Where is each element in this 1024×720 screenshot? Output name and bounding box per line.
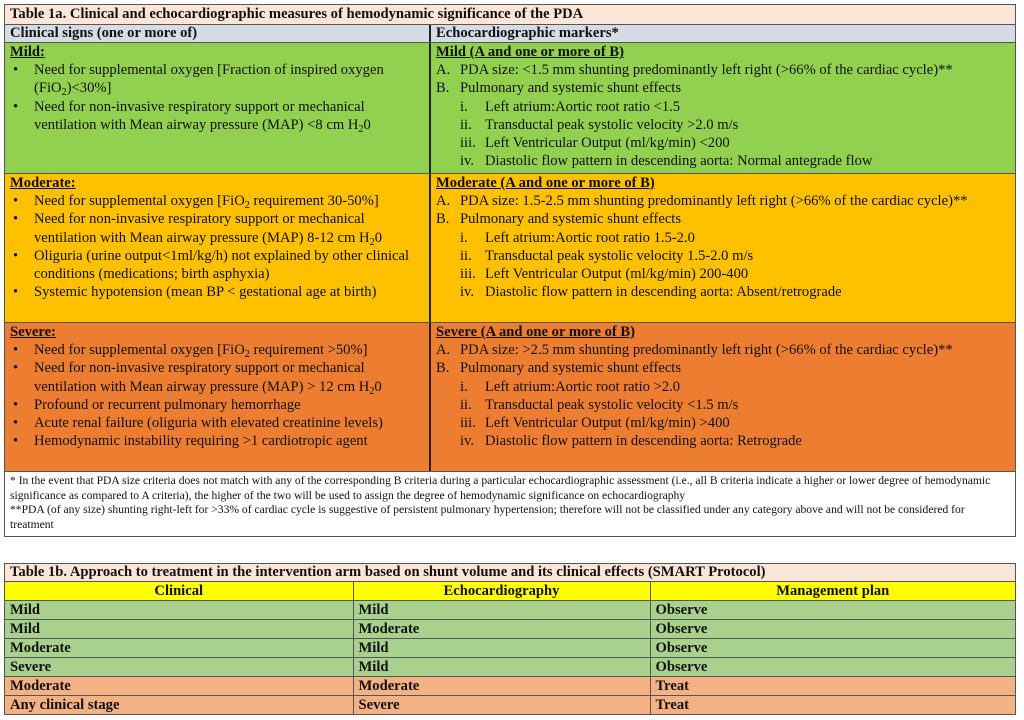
criterion-a bbox=[436, 61, 1010, 79]
table-1a-title: Table 1a. Clinical and echocardiographic measures of hemodynamic significance of the PDA bbox=[5, 5, 1015, 25]
criterion-b-item-number: iii. bbox=[460, 415, 476, 432]
severity-heading: Severe: bbox=[10, 324, 56, 340]
clinical-sign-text: Acute renal failure (oliguria with elevated creatinine levels) bbox=[34, 415, 383, 432]
clinical-sign-item bbox=[10, 359, 424, 395]
clinical-sign-item bbox=[10, 61, 424, 97]
clinical-cell: Moderate bbox=[5, 677, 353, 696]
criterion-b-item bbox=[436, 134, 1010, 152]
clinical-sign-item bbox=[10, 98, 424, 134]
clinical-cell: Moderate bbox=[5, 639, 353, 658]
criterion-b-item-number: i. bbox=[460, 229, 468, 246]
management-plan-cell: Observe bbox=[650, 658, 1015, 677]
column-header-echocardiography: Echocardiography bbox=[353, 582, 650, 601]
severity-row-mild bbox=[5, 43, 1015, 174]
criterion-b-item bbox=[436, 396, 1010, 414]
clinical-sign-list bbox=[10, 61, 424, 134]
echocardiography-cell: Moderate bbox=[353, 677, 650, 696]
echo-cell bbox=[431, 323, 1015, 471]
management-plan-cell: Treat bbox=[650, 677, 1015, 696]
clinical-sign-subscript: 2 bbox=[61, 87, 67, 99]
footnote-1: * In the event that PDA size criteria does not match with any of the corresponding B criteria during a particular echocardiographic assessment (i.e., all B criteria indicate a higher or lower degree of hemodynamic significance as compared to A criteria), the higher of the two will be used to assign the degree of hemodynamic significance on echocardiography bbox=[10, 474, 991, 502]
criterion-a-label: A. bbox=[436, 342, 451, 359]
criterion-a-text: PDA size: 1.5-2.5 mm shunting predominantly left right (>66% of the cardiac cycle)** bbox=[460, 193, 968, 210]
clinical-sign-text: Need for non-invasive respiratory support or mechanical ventilation with Mean airway pressure (MAP) <8 cm H bbox=[34, 98, 365, 133]
criterion-b-item bbox=[436, 378, 1010, 396]
criterion-b-item-number: i. bbox=[460, 98, 468, 115]
criterion-b-item-text: Transductal peak systolic velocity <1.5 m/s bbox=[485, 396, 739, 413]
clinical-sign-subscript: 2 bbox=[358, 123, 364, 135]
echo-markers-header: Echocardiographic markers* bbox=[431, 25, 1015, 42]
column-header-management-plan: Management plan bbox=[650, 582, 1015, 601]
clinical-sign-list bbox=[10, 192, 424, 301]
criterion-a-label: A. bbox=[436, 193, 451, 210]
echo-severity-heading: Moderate (A and one or more of B) bbox=[436, 175, 655, 191]
echo-cell bbox=[431, 174, 1015, 322]
echocardiography-cell: Mild bbox=[353, 639, 650, 658]
clinical-sign-text-end: 0 bbox=[363, 116, 371, 133]
clinical-sign-text-end: requirement >50%] bbox=[249, 342, 368, 359]
table-row bbox=[5, 658, 1015, 677]
criterion-a-text: PDA size: <1.5 mm shunting predominantly left right (>66% of the cardiac cycle)** bbox=[460, 62, 953, 79]
table-1a-footnotes bbox=[5, 472, 1015, 536]
criterion-a-text: PDA size: >2.5 mm shunting predominantly left right (>66% of the cardiac cycle)** bbox=[460, 342, 953, 359]
clinical-sign-list bbox=[10, 341, 424, 450]
criterion-b-item-text: Left Ventricular Output (ml/kg/min) <200 bbox=[485, 135, 730, 152]
criterion-b-item-text: Diastolic flow pattern in descending aorta: Normal antegrade flow bbox=[485, 153, 873, 170]
clinical-cell bbox=[5, 43, 431, 173]
criterion-a bbox=[436, 341, 1010, 359]
clinical-sign-subscript: 2 bbox=[244, 200, 250, 212]
criterion-b-item-text: Diastolic flow pattern in descending aorta: Absent/retrograde bbox=[485, 284, 842, 301]
criterion-b-item bbox=[436, 247, 1010, 265]
echo-severity-heading: Mild (A and one or more of B) bbox=[436, 44, 624, 60]
clinical-sign-item bbox=[10, 341, 424, 359]
criterion-b-item-number: iii. bbox=[460, 135, 476, 152]
clinical-sign-text: Need for supplemental oxygen [FiO bbox=[34, 193, 245, 210]
criterion-b-text: Pulmonary and systemic shunt effects bbox=[460, 360, 682, 377]
echocardiography-cell: Mild bbox=[353, 658, 650, 677]
criterion-b-item bbox=[436, 283, 1010, 301]
clinical-sign-text-end: )<30%] bbox=[66, 80, 112, 97]
table-row bbox=[5, 639, 1015, 658]
clinical-sign-subscript: 2 bbox=[369, 236, 375, 248]
criterion-b-item-text: Transductal peak systolic velocity 1.5-2.0 m/s bbox=[485, 247, 754, 264]
clinical-sign-subscript: 2 bbox=[244, 349, 250, 361]
clinical-cell: Mild bbox=[5, 620, 353, 639]
criterion-b-item-text: Left atrium:Aortic root ratio <1.5 bbox=[485, 98, 681, 115]
criterion-a-label: A. bbox=[436, 62, 451, 79]
severity-heading: Mild: bbox=[10, 44, 45, 60]
clinical-sign-text: Need for supplemental oxygen [Fraction of inspired oxygen (FiO bbox=[34, 62, 384, 97]
clinical-sign-text: Need for non-invasive respiratory support or mechanical ventilation with Mean airway pressure (MAP) > 12 cm H bbox=[34, 360, 370, 395]
criterion-b-item bbox=[436, 265, 1010, 283]
criterion-b-item bbox=[436, 98, 1010, 116]
criterion-b-item-text: Left atrium:Aortic root ratio 1.5-2.0 bbox=[485, 229, 695, 246]
criterion-b-label: B. bbox=[436, 211, 450, 228]
clinical-sign-item bbox=[10, 283, 424, 301]
echo-severity-heading: Severe (A and one or more of B) bbox=[436, 324, 636, 340]
criterion-b-item bbox=[436, 414, 1010, 432]
clinical-cell bbox=[5, 174, 431, 322]
criterion-b-item-number: iv. bbox=[460, 433, 475, 450]
clinical-sign-text: Need for supplemental oxygen [FiO bbox=[34, 342, 245, 359]
criterion-a bbox=[436, 192, 1010, 210]
criterion-b-item bbox=[436, 116, 1010, 134]
treatment-table bbox=[5, 582, 1015, 714]
criterion-b-text: Pulmonary and systemic shunt effects bbox=[460, 80, 682, 97]
criterion-b-item-number: iii. bbox=[460, 266, 476, 283]
criterion-b-item-text: Left Ventricular Output (ml/kg/min) 200-400 bbox=[485, 266, 749, 283]
criterion-b-item-number: ii. bbox=[460, 247, 472, 264]
management-plan-cell: Observe bbox=[650, 620, 1015, 639]
echocardiography-cell: Mild bbox=[353, 601, 650, 620]
clinical-sign-text: Need for non-invasive respiratory support or mechanical ventilation with Mean airway pressure (MAP) 8-12 cm H bbox=[34, 211, 370, 246]
clinical-cell bbox=[5, 323, 431, 471]
clinical-sign-text: Oliguria (urine output<1ml/kg/h) not explained by other clinical conditions (medications; birth asphyxia) bbox=[34, 247, 410, 283]
management-plan-cell: Observe bbox=[650, 601, 1015, 620]
criterion-b-text: Pulmonary and systemic shunt effects bbox=[460, 211, 682, 228]
treatment-table-body bbox=[5, 601, 1015, 715]
table-row bbox=[5, 601, 1015, 620]
criterion-b-item-number: ii. bbox=[460, 116, 472, 133]
criterion-b-item-text: Diastolic flow pattern in descending aorta: Retrograde bbox=[485, 433, 802, 450]
clinical-sign-item bbox=[10, 432, 424, 450]
severity-row-moderate bbox=[5, 174, 1015, 323]
management-plan-cell: Observe bbox=[650, 639, 1015, 658]
clinical-signs-header: Clinical signs (one or more of) bbox=[5, 25, 431, 42]
criterion-b bbox=[436, 359, 1010, 377]
column-header-clinical: Clinical bbox=[5, 582, 353, 601]
table-1a bbox=[4, 4, 1016, 537]
echocardiography-cell: Moderate bbox=[353, 620, 650, 639]
table-1b bbox=[4, 563, 1016, 715]
criterion-b-item-number: ii. bbox=[460, 396, 472, 413]
criterion-b-item bbox=[436, 229, 1010, 247]
criterion-b-item-number: iv. bbox=[460, 153, 475, 170]
criterion-b-item-text: Left atrium:Aortic root ratio >2.0 bbox=[485, 378, 681, 395]
severity-heading: Moderate: bbox=[10, 175, 76, 191]
criterion-b bbox=[436, 79, 1010, 97]
clinical-cell: Mild bbox=[5, 601, 353, 620]
table-row bbox=[5, 677, 1015, 696]
management-plan-cell: Treat bbox=[650, 696, 1015, 715]
criterion-b-item-number: iv. bbox=[460, 284, 475, 301]
clinical-sign-text-end: 0 bbox=[374, 378, 382, 395]
criterion-b-item bbox=[436, 152, 1010, 170]
clinical-sign-item bbox=[10, 414, 424, 432]
clinical-cell: Severe bbox=[5, 658, 353, 677]
criterion-b bbox=[436, 210, 1010, 228]
criterion-b-item bbox=[436, 432, 1010, 450]
criterion-b-label: B. bbox=[436, 360, 450, 377]
table-1a-header-row bbox=[5, 25, 1015, 43]
echocardiography-cell: Severe bbox=[353, 696, 650, 715]
criterion-b-item-text: Left Ventricular Output (ml/kg/min) >400 bbox=[485, 415, 730, 432]
footnote-2: **PDA (of any size) shunting right-left for >33% of cardiac cycle is suggestive of persistent pulmonary hypertension; therefore will not be classified under any category above and will not be considered for treatment bbox=[10, 503, 965, 531]
clinical-sign-item bbox=[10, 192, 424, 210]
clinical-sign-subscript: 2 bbox=[369, 385, 375, 397]
clinical-sign-text: Systemic hypotension (mean BP < gestational age at birth) bbox=[34, 284, 377, 301]
table-row bbox=[5, 696, 1015, 715]
clinical-sign-text: Hemodynamic instability requiring >1 cardiotropic agent bbox=[34, 433, 368, 450]
clinical-sign-item bbox=[10, 247, 424, 283]
treatment-header-row bbox=[5, 582, 1015, 601]
severity-row-severe bbox=[5, 323, 1015, 472]
criterion-b-item-number: i. bbox=[460, 378, 468, 395]
echo-cell bbox=[431, 43, 1015, 173]
clinical-cell: Any clinical stage bbox=[5, 696, 353, 715]
criterion-b-label: B. bbox=[436, 80, 450, 97]
clinical-sign-item bbox=[10, 210, 424, 246]
clinical-sign-text-end: requirement 30-50%] bbox=[249, 193, 379, 210]
clinical-sign-text-end: 0 bbox=[374, 229, 382, 246]
clinical-sign-item bbox=[10, 396, 424, 414]
table-1b-title: Table 1b. Approach to treatment in the intervention arm based on shunt volume and its clinical effects (SMART Protocol) bbox=[5, 564, 1015, 582]
criterion-b-item-text: Transductal peak systolic velocity >2.0 m/s bbox=[485, 116, 739, 133]
table-row bbox=[5, 620, 1015, 639]
clinical-sign-text: Profound or recurrent pulmonary hemorrhage bbox=[34, 396, 301, 413]
